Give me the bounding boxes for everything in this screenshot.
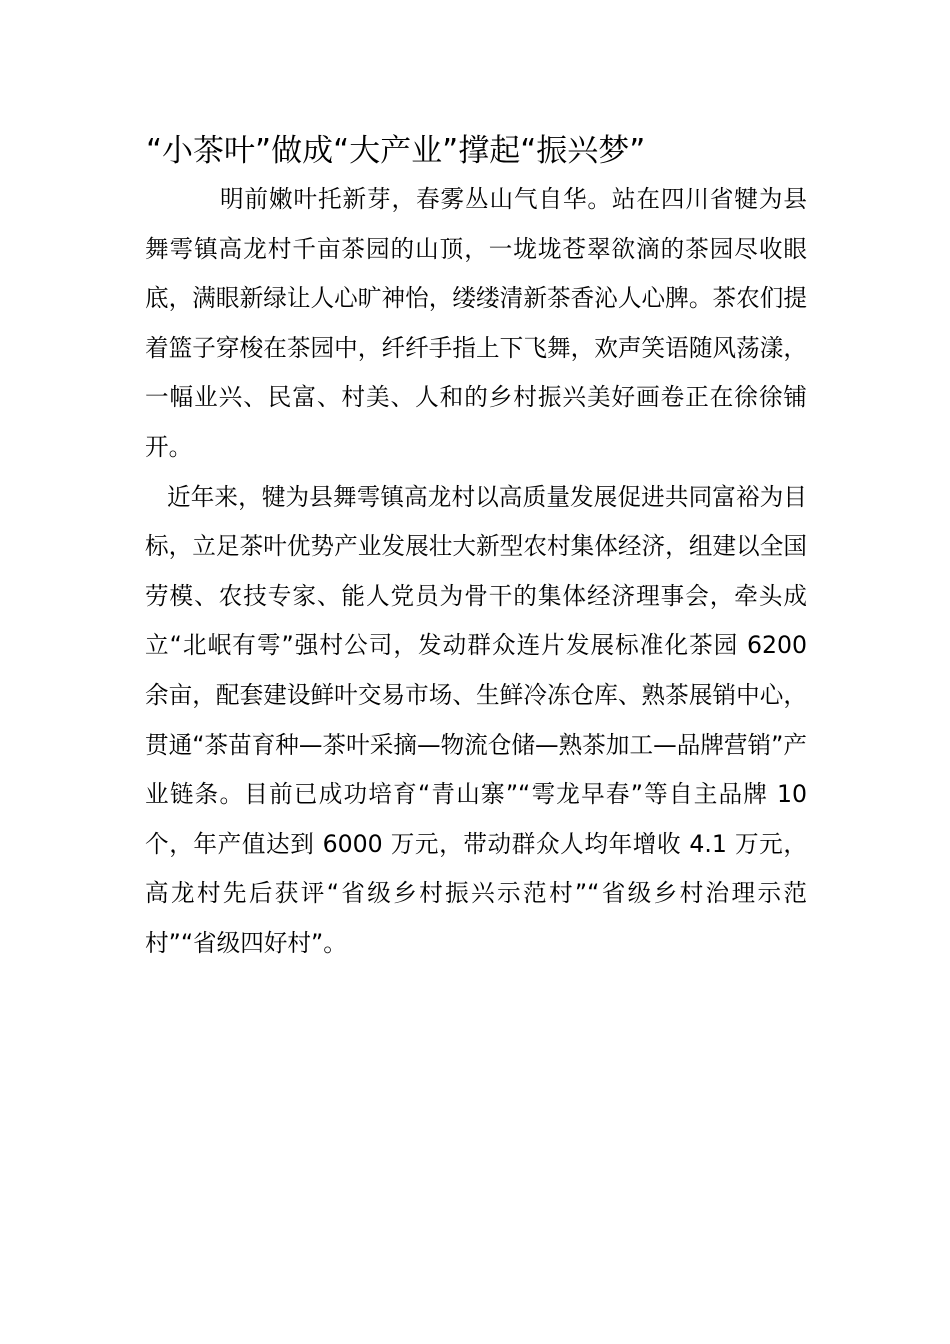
paragraph-intro: 明前嫩叶托新芽，春雾丛山气自华。站在四川省犍为县舞雩镇高龙村千亩茶园的山顶，一垅垅苍翠欲滴的茶园尽收眼底，满眼新绿让人心旷神怡，缕缕清新茶香沁人心脾。茶农们提着篮子穿梭在茶园中，纤纤手指上下飞舞，欢声笑语随风荡漾，一幅业兴、民富、村美、人和的乡村振兴美好画卷正在徐徐铺开。 <box>145 185 807 461</box>
article-title: “小茶叶”做成“大产业”撑起“振兴梦” <box>146 133 646 169</box>
article-body <box>145 175 807 969</box>
paragraph-development: 近年来，犍为县舞雩镇高龙村以高质量发展促进共同富裕为目标，立足茶叶优势产业发展壮大新型农村集体经济，组建以全国劳模、农技专家、能人党员为骨干的集体经济理事会，牵头成立“北岷有雩”强村公司，发动群众连片发展标准化茶园 6200 余亩，配套建设鲜叶交易市场、生鲜冷冻仓库、熟茶展销中心，贯通“茶苗育种—茶叶采摘—物流仓储—熟茶加工—品牌营销”产业链条。目前已成功培育“青山寨”“雩龙早春”等自主品牌 10 个，年产值达到 6000 万元，带动群众人均年增收 4.1 万元，高龙村先后获评“省级乡村振兴示范村”“省级乡村治理示范村”“省级四好村”。 <box>145 482 807 957</box>
